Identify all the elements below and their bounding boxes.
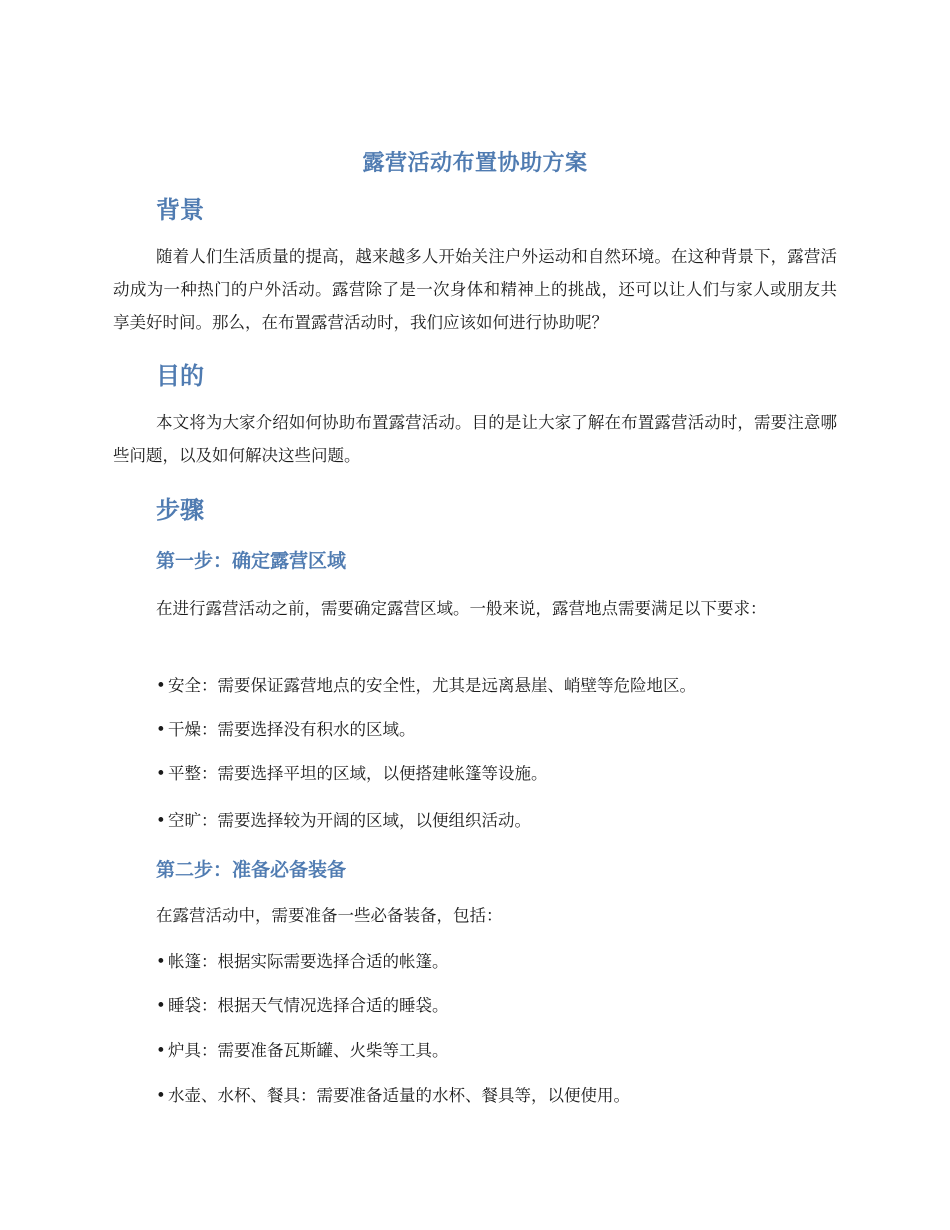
paragraph-background: 随着人们生活质量的提高，越来越多人开始关注户外运动和自然环境。在这种背景下，露营活动成为一种热门的户外活动。露营除了是一次身体和精神上的挑战，还可以让人们与家人或朋友共享美好时间。那么，在布置露营活动时，我们应该如何进行协助呢？ [113,247,837,332]
bullet-marker: • [156,1041,166,1060]
list-item-text: 睡袋：根据天气情况选择合适的睡袋。 [168,996,449,1015]
list-item-text: 帐篷：根据实际需要选择合适的帐篷。 [168,952,449,971]
paragraph-purpose: 本文将为大家介绍如何协助布置露营活动。目的是让大家了解在布置露营活动时，需要注意哪些问题，以及如何解决这些问题。 [113,413,837,465]
list-item-text: 空旷：需要选择较为开阔的区域，以便组织活动。 [168,811,531,830]
bullet-marker: • [156,952,166,971]
list-item-text: 炉具：需要准备瓦斯罐、火柴等工具。 [168,1041,449,1060]
list-item [156,718,416,742]
bullet-marker: • [156,811,166,830]
heading-purpose: 目的 [156,362,204,390]
list-item [156,674,696,698]
document-title: 露营活动布置协助方案 [362,151,588,176]
paragraph-step-2-intro: 在露营活动中，需要准备一些必备装备，包括： [156,906,503,925]
list-item-text: 干燥：需要选择没有积水的区域。 [168,720,416,739]
bullet-marker: • [156,1086,166,1105]
paragraph-step-1-intro: 在进行露营活动之前，需要确定露营区域。一般来说，露营地点需要满足以下要求： [156,599,767,618]
heading-step-2: 第二步：准备必备装备 [156,859,347,881]
bullet-marker: • [156,764,166,783]
heading-step-1: 第一步：确定露营区域 [156,550,347,572]
list-item-text: 安全：需要保证露营地点的安全性，尤其是远离悬崖、峭壁等危险地区。 [168,676,696,695]
list-item [156,994,449,1018]
bullet-marker: • [156,996,166,1015]
list-item-text: 平整：需要选择平坦的区域，以便搭建帐篷等设施。 [168,764,548,783]
list-item [156,762,548,786]
heading-background: 背景 [156,196,204,224]
list-item [156,1039,449,1063]
heading-steps: 步骤 [156,496,204,524]
list-item-text: 水壶、水杯、餐具：需要准备适量的水杯、餐具等，以便使用。 [168,1086,630,1105]
list-item [156,950,449,974]
list-item [156,809,531,833]
bullet-marker: • [156,676,166,695]
list-item [156,1084,630,1108]
bullet-marker: • [156,720,166,739]
